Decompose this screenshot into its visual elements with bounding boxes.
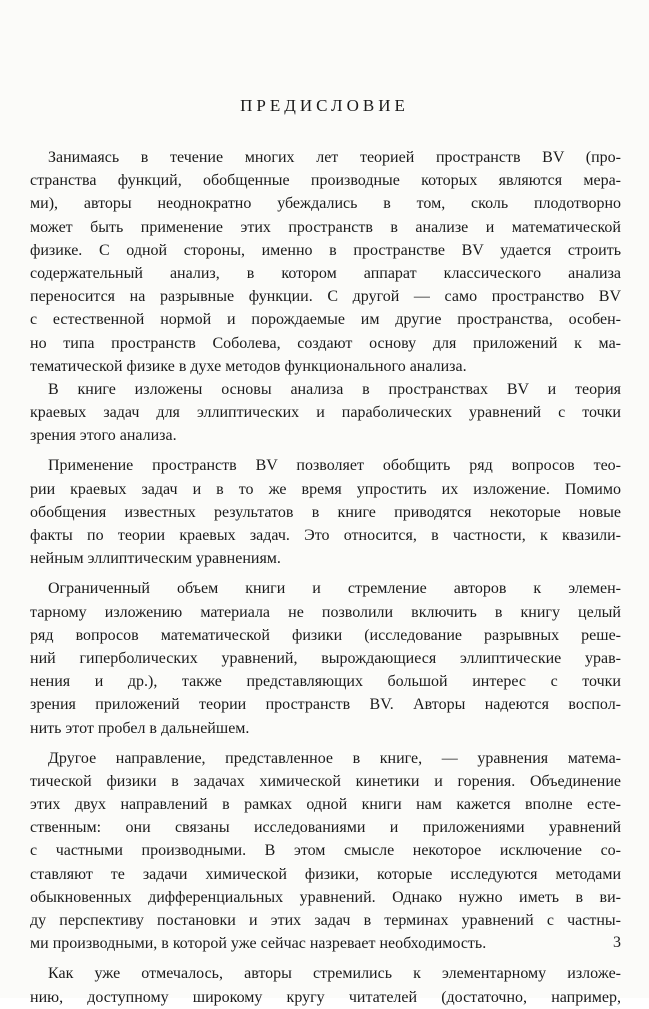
text-line: нения и др.), также представляющих большой интерес с точки [30,673,621,691]
text-line: В книге изложены основы анализа в пространствах BV и теория [48,380,621,398]
text-line: с частными производными. В этом смысле некоторое исключение со- [30,842,621,860]
page-title: ПРЕДИСЛОВИЕ [240,96,409,115]
text-line: переносится на разрывные функции. С другой — само пространство BV [30,288,621,306]
text-line: ний гиперболических уравнений, вырождающиеся эллиптические урав- [30,649,621,667]
text-line: с естественной нормой и порождаемые им другие пространства, особен- [30,311,621,329]
text-line: нить этот пробел в дальнейшем. [30,719,250,737]
text-line: ставляют те задачи химической физики, которые исследуются методами [30,865,621,883]
text-line: рии краевых задач и в то же время упростить их изложение. Помимо [30,480,621,498]
page-number: 3 [613,934,621,951]
text-line: ряд вопросов математической физики (исследование разрывных реше- [30,626,621,644]
text-line: но типа пространств Соболева, создают основу для приложений к ма- [30,334,621,352]
text-line: тарному изложению материала не позволили включить в книгу целый [30,603,621,621]
text-line: странства функций, обобщенные производные которых являются мера- [30,172,621,190]
text-line: физике. С одной стороны, именно в пространстве BV удается строить [30,241,621,259]
text-line: зрения приложений теории пространств BV. Авторы надеются воспол- [30,696,621,714]
text-line: ственным: они связаны исследованиями и приложениями уравнений [30,819,621,837]
text-line: Применение пространств BV позволяет обобщить ряд вопросов тео- [48,457,621,475]
text-line: содержательный анализ, в котором аппарат классического анализа [30,264,621,282]
text-line: ми), авторы неоднократно убеждались в том, сколь плодотворно [30,195,621,213]
text-line: ду перспективу постановки и этих задач в терминах уравнений с частны- [30,912,621,929]
text-line: тематической физике в духе методов функционального анализа. [30,357,467,375]
text-line: факты по теории краевых задач. Это относится, в частности, к квазили- [30,527,621,544]
text-line: Занимаясь в течение многих лет теорией пространств BV (про- [48,149,621,166]
text-line: нию, доступному широкому кругу читателей (достаточно, например, [30,988,621,1006]
text-line: зрения этого анализа. [30,427,177,445]
text-line: нейным эллиптическим уравнениям. [30,550,281,568]
text-line: этих двух направлений в рамках одной книги нам кажется вполне есте- [30,796,621,814]
text-line: Другое направление, представленное в книге, — уравнения матема- [48,749,621,767]
text-line: краевых задач для эллиптических и параболических уравнений с точки [30,404,621,422]
preface-text [30,146,621,1009]
text-line: ми производными, в которой уже сейчас назревает необходимость. [30,935,487,953]
text-line: обобщения известных результатов в книге приводятся некоторые новые [30,503,621,521]
text-line: обыкновенных дифференциальных уравнений. Однако нужно иметь в ви- [30,888,621,906]
text-line: Как уже отмечалось, авторы стремились к элементарному изложе- [48,965,621,983]
text-line: Ограниченный объем книги и стремление авторов к элемен- [48,580,621,598]
text-line: тической физики в задачах химической кинетики и горения. Объединение [30,772,621,790]
text-line: может быть применение этих пространств в анализе и математической [30,218,621,236]
